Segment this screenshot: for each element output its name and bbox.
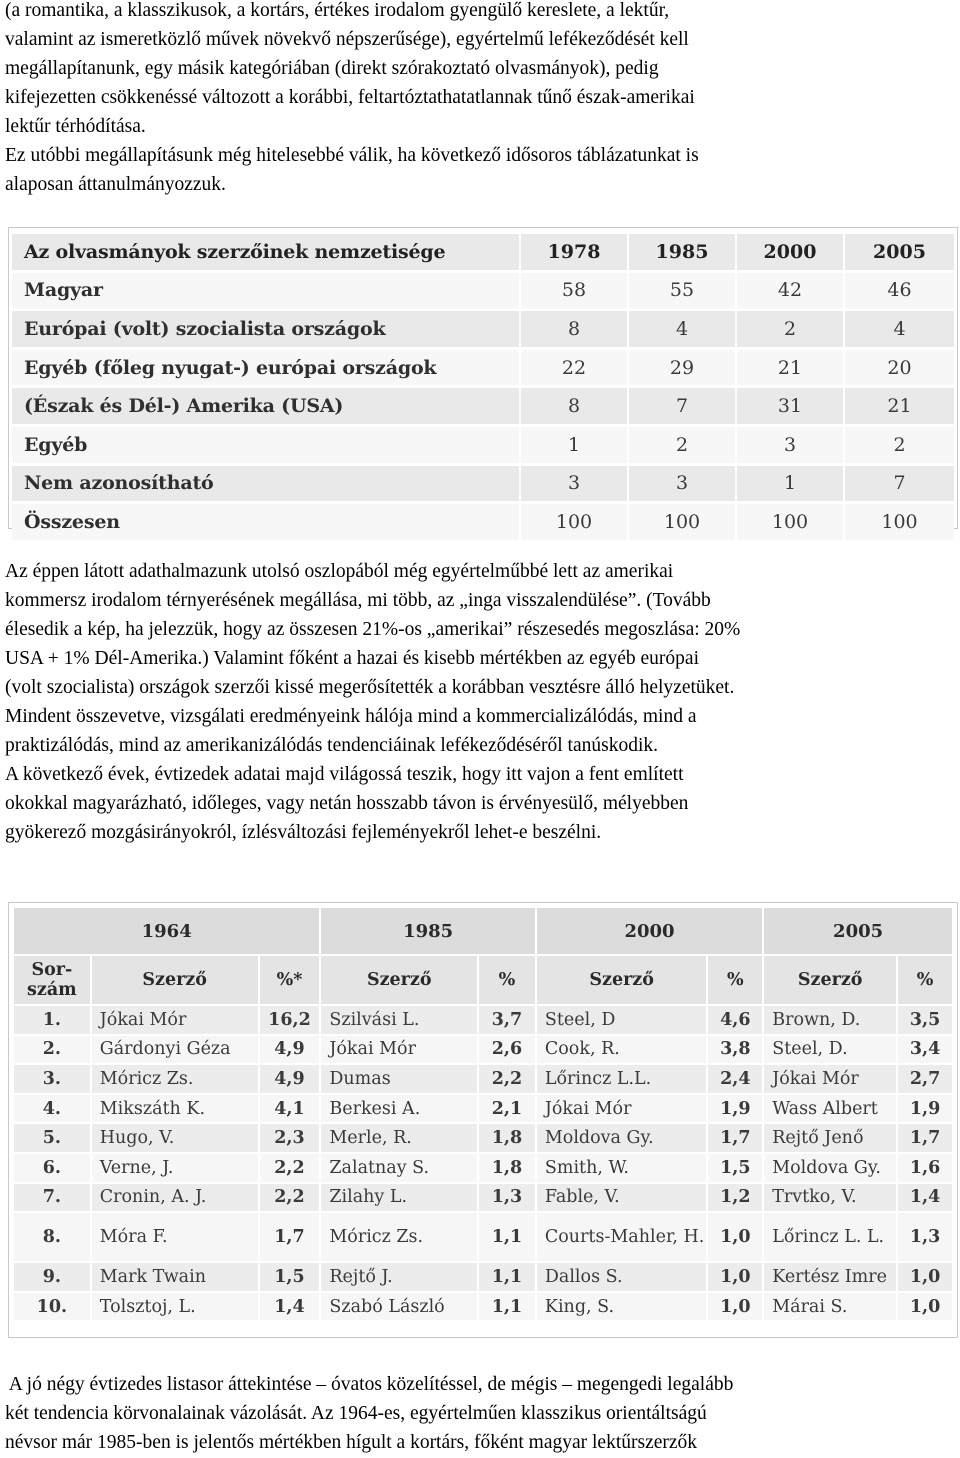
percent-cell: 1,0 [707, 1212, 763, 1262]
table-cell: 8 [520, 310, 628, 349]
author-cell: Zilahy L. [320, 1183, 478, 1213]
percent-cell: 1,1 [478, 1292, 536, 1322]
author-cell: Dallos S. [536, 1262, 708, 1292]
table-row [13, 1153, 953, 1183]
table-cell: 4 [844, 310, 954, 349]
percent-cell: 1,0 [707, 1262, 763, 1292]
author-cell: Cronin, A. J. [91, 1183, 259, 1213]
rank-cell: 9. [13, 1262, 91, 1292]
percent-cell: 4,9 [259, 1064, 321, 1094]
percent-cell: 1,0 [897, 1262, 953, 1292]
year-header: 1964 [13, 907, 320, 955]
percent-header: %* [259, 955, 321, 1005]
percent-cell: 1,9 [707, 1094, 763, 1124]
table-cell: 100 [844, 503, 954, 540]
author-cell: Hugo, V. [91, 1123, 259, 1153]
table-row [12, 387, 954, 426]
percent-cell: 2,1 [478, 1094, 536, 1124]
table-row [13, 1064, 953, 1094]
percent-cell: 4,1 [259, 1094, 321, 1124]
percent-cell: 1,4 [897, 1183, 953, 1213]
year-header: 2005 [763, 907, 953, 955]
percent-cell: 2,6 [478, 1035, 536, 1065]
top-authors-table [12, 906, 954, 1322]
table-row [12, 348, 954, 387]
text-line: A következő évek, évtizedek adatai majd világossá teszik, hogy itt vajon a fent említett [5, 764, 684, 785]
row-label: Nem azonosítható [12, 464, 520, 503]
author-header: Szerző [536, 955, 708, 1005]
author-cell: Márai S. [763, 1292, 897, 1322]
author-cell: Trvtko, V. [763, 1183, 897, 1213]
table-cell: 2 [736, 310, 844, 349]
percent-header: % [897, 955, 953, 1005]
percent-cell: 2,4 [707, 1064, 763, 1094]
author-cell: Lőrincz L.L. [536, 1064, 708, 1094]
rank-cell: 6. [13, 1153, 91, 1183]
author-cell: Verne, J. [91, 1153, 259, 1183]
author-cell: Jókai Mór [536, 1094, 708, 1124]
text-line: Mindent összevetve, vizsgálati eredményeink hálója mind a kommercializálódás, mind a [5, 706, 697, 727]
table-row [13, 1094, 953, 1124]
percent-cell: 3,5 [897, 1005, 953, 1035]
percent-cell: 2,2 [259, 1153, 321, 1183]
conclusion-paragraph [5, 1370, 957, 1457]
header-year: 2000 [736, 233, 844, 272]
text-line: megállapítanunk, egy másik kategóriában (direkt szórakoztató olvasmányok), pedig [5, 58, 659, 79]
text-line: lektűr térhódítása. [5, 116, 146, 137]
rank-cell: 4. [13, 1094, 91, 1124]
author-cell: Moldova Gy. [536, 1123, 708, 1153]
row-label: Európai (volt) szocialista országok [12, 310, 520, 349]
percent-cell: 2,3 [259, 1123, 321, 1153]
table-header-row [12, 233, 954, 272]
percent-cell: 2,2 [478, 1064, 536, 1094]
text-line: névsor már 1985-ben is jelentős mértékben hígult a kortárs, főként magyar lektűrszerzők [5, 1432, 698, 1453]
text-line: okokkal magyarázható, időleges, vagy netán hosszabb távon is érvényesülő, mélyebben [5, 793, 689, 814]
author-cell: Jókai Mór [91, 1005, 259, 1035]
row-label: Egyéb [12, 425, 520, 464]
percent-cell: 1,7 [897, 1123, 953, 1153]
author-cell: Mark Twain [91, 1262, 259, 1292]
author-cell: Cook, R. [536, 1035, 708, 1065]
rank-cell: 8. [13, 1212, 91, 1262]
percent-cell: 1,1 [478, 1212, 536, 1262]
author-cell: Brown, D. [763, 1005, 897, 1035]
author-cell: Szilvási L. [320, 1005, 478, 1035]
table-cell: 42 [736, 271, 844, 310]
author-cell: Móra F. [91, 1212, 259, 1262]
table-cell: 7 [628, 387, 736, 426]
year-header: 1985 [320, 907, 536, 955]
percent-cell: 1,3 [897, 1212, 953, 1262]
rank-cell: 3. [13, 1064, 91, 1094]
table-cell: 3 [736, 425, 844, 464]
table-cell: 3 [520, 464, 628, 503]
percent-cell: 4,6 [707, 1005, 763, 1035]
row-label: Összesen [12, 503, 520, 540]
rank-cell: 1. [13, 1005, 91, 1035]
table-row [12, 425, 954, 464]
author-cell: Courts-Mahler, H. [536, 1212, 708, 1262]
table-cell: 21 [736, 348, 844, 387]
author-cell: Fable, V. [536, 1183, 708, 1213]
text-line: valamint az ismeretközlő művek növekvő népszerűsége), egyértelmű lefékeződését kell [5, 29, 689, 50]
table-row [12, 464, 954, 503]
percent-cell: 1,4 [259, 1292, 321, 1322]
percent-cell: 2,7 [897, 1064, 953, 1094]
author-cell: Smith, W. [536, 1153, 708, 1183]
author-cell: Gárdonyi Géza [91, 1035, 259, 1065]
author-cell: King, S. [536, 1292, 708, 1322]
author-cell: Tolsztoj, L. [91, 1292, 259, 1322]
table-cell: 100 [736, 503, 844, 540]
intro-paragraph [5, 0, 957, 199]
percent-cell: 1,5 [259, 1262, 321, 1292]
percent-cell: 3,8 [707, 1035, 763, 1065]
table-cell: 100 [628, 503, 736, 540]
table-cell: 29 [628, 348, 736, 387]
author-cell: Berkesi A. [320, 1094, 478, 1124]
text-line: élesedik a kép, ha jelezzük, hogy az összesen 21%-os „amerikai” részesedés megoszlása: 20% [5, 619, 741, 640]
percent-cell: 1,6 [897, 1153, 953, 1183]
column-header-row [13, 955, 953, 1005]
text-line: alaposan áttanulmányozzuk. [5, 174, 226, 195]
percent-cell: 2,2 [259, 1183, 321, 1213]
table-cell: 2 [628, 425, 736, 464]
table-cell: 1 [520, 425, 628, 464]
analysis-paragraph [5, 557, 957, 847]
table-cell: 20 [844, 348, 954, 387]
table-total-row [12, 503, 954, 540]
percent-cell: 1,0 [897, 1292, 953, 1322]
text-line: Ez utóbbi megállapításunk még hitelesebbé válik, ha következő idősoros táblázatunkat is [5, 145, 699, 166]
percent-cell: 1,7 [707, 1123, 763, 1153]
author-cell: Jókai Mór [320, 1035, 478, 1065]
table-row [13, 1035, 953, 1065]
row-label: (Észak és Dél-) Amerika (USA) [12, 387, 520, 426]
table-cell: 4 [628, 310, 736, 349]
text-line: (a romantika, a klasszikusok, a kortárs, értékes irodalom gyengülő kereslete, a lektűr, [5, 0, 670, 21]
author-cell: Móricz Zs. [320, 1212, 478, 1262]
table-cell: 2 [844, 425, 954, 464]
author-cell: Steel, D [536, 1005, 708, 1035]
author-cell: Móricz Zs. [91, 1064, 259, 1094]
rank-cell: 2. [13, 1035, 91, 1065]
table-cell: 1 [736, 464, 844, 503]
row-label: Egyéb (főleg nyugat-) európai országok [12, 348, 520, 387]
text-line: gyökerező mozgásirányokról, ízlésváltozási fejleményekről lehet-e beszélni. [5, 822, 602, 843]
table-cell: 7 [844, 464, 954, 503]
percent-cell: 1,8 [478, 1153, 536, 1183]
table-row [12, 271, 954, 310]
text-line: Az éppen látott adathalmazunk utolsó oszlopából még egyértelműbbé lett az amerikai [5, 561, 674, 582]
percent-cell: 1,8 [478, 1123, 536, 1153]
percent-cell: 1,3 [478, 1183, 536, 1213]
table-cell: 8 [520, 387, 628, 426]
percent-cell: 4,9 [259, 1035, 321, 1065]
text-line: kifejezetten csökkenéssé változott a korábbi, feltartóztathatatlannak tűnő észak-amerikai [5, 87, 695, 108]
text-line: kommersz irodalom térnyerésének megállása, mi több, az „inga visszalendülése”. (Tovább [5, 590, 711, 611]
percent-cell: 1,1 [478, 1262, 536, 1292]
table-cell: 46 [844, 271, 954, 310]
author-cell: Jókai Mór [763, 1064, 897, 1094]
table-row [13, 1123, 953, 1153]
header-year: 1985 [628, 233, 736, 272]
percent-header: % [478, 955, 536, 1005]
author-cell: Wass Albert [763, 1094, 897, 1124]
percent-cell: 1,7 [259, 1212, 321, 1262]
rank-cell: 7. [13, 1183, 91, 1213]
table-cell: 58 [520, 271, 628, 310]
percent-cell: 3,4 [897, 1035, 953, 1065]
row-label: Magyar [12, 271, 520, 310]
author-cell: Zalatnay S. [320, 1153, 478, 1183]
header-year: 2005 [844, 233, 954, 272]
author-cell: Steel, D. [763, 1035, 897, 1065]
author-cell: Mikszáth K. [91, 1094, 259, 1124]
table-cell: 21 [844, 387, 954, 426]
percent-cell: 1,5 [707, 1153, 763, 1183]
text-line: A jó négy évtizedes listasor áttekintése – óvatos közelítéssel, de mégis – megengedi legalább [5, 1374, 734, 1395]
year-header: 2000 [536, 907, 763, 955]
author-cell: Rejtő Jenő [763, 1123, 897, 1153]
percent-cell: 1,0 [707, 1292, 763, 1322]
author-header: Szerző [91, 955, 259, 1005]
header-label: Az olvasmányok szerzőinek nemzetisége [12, 233, 520, 272]
author-header: Szerző [763, 955, 897, 1005]
author-cell: Kertész Imre [763, 1262, 897, 1292]
year-header-row [13, 907, 953, 955]
author-cell: Moldova Gy. [763, 1153, 897, 1183]
table-row [13, 1292, 953, 1322]
table-row [13, 1212, 953, 1262]
percent-cell: 16,2 [259, 1005, 321, 1035]
percent-cell: 1,9 [897, 1094, 953, 1124]
table-row [13, 1262, 953, 1292]
table-row [13, 1183, 953, 1213]
rank-cell: 5. [13, 1123, 91, 1153]
percent-cell: 1,2 [707, 1183, 763, 1213]
rank-cell: 10. [13, 1292, 91, 1322]
table-cell: 3 [628, 464, 736, 503]
rank-header: Sor- szám [13, 955, 91, 1005]
text-line: két tendencia körvonalainak vázolását. Az 1964-es, egyértelműen klasszikus orientáltságú [5, 1403, 707, 1424]
author-cell: Lőrincz L. L. [763, 1212, 897, 1262]
author-cell: Dumas [320, 1064, 478, 1094]
table-cell: 55 [628, 271, 736, 310]
author-cell: Rejtő J. [320, 1262, 478, 1292]
table-cell: 22 [520, 348, 628, 387]
author-cell: Merle, R. [320, 1123, 478, 1153]
text-line: USA + 1% Dél-Amerika.) Valamint főként a hazai és kisebb mértékben az egyéb európai [5, 648, 699, 669]
author-cell: Szabó László [320, 1292, 478, 1322]
percent-header: % [707, 955, 763, 1005]
author-header: Szerző [320, 955, 478, 1005]
table-cell: 100 [520, 503, 628, 540]
text-line: (volt szocialista) országok szerzői kissé megerősítették a korábban vesztésre álló helyzetüket. [5, 677, 735, 698]
table-cell: 31 [736, 387, 844, 426]
header-year: 1978 [520, 233, 628, 272]
table-row [12, 310, 954, 349]
percent-cell: 3,7 [478, 1005, 536, 1035]
table-row [13, 1005, 953, 1035]
nationality-table [12, 231, 954, 540]
text-line: praktizálódás, mind az amerikanizálódás tendenciáinak lefékeződéséről tanúskodik. [5, 735, 658, 756]
